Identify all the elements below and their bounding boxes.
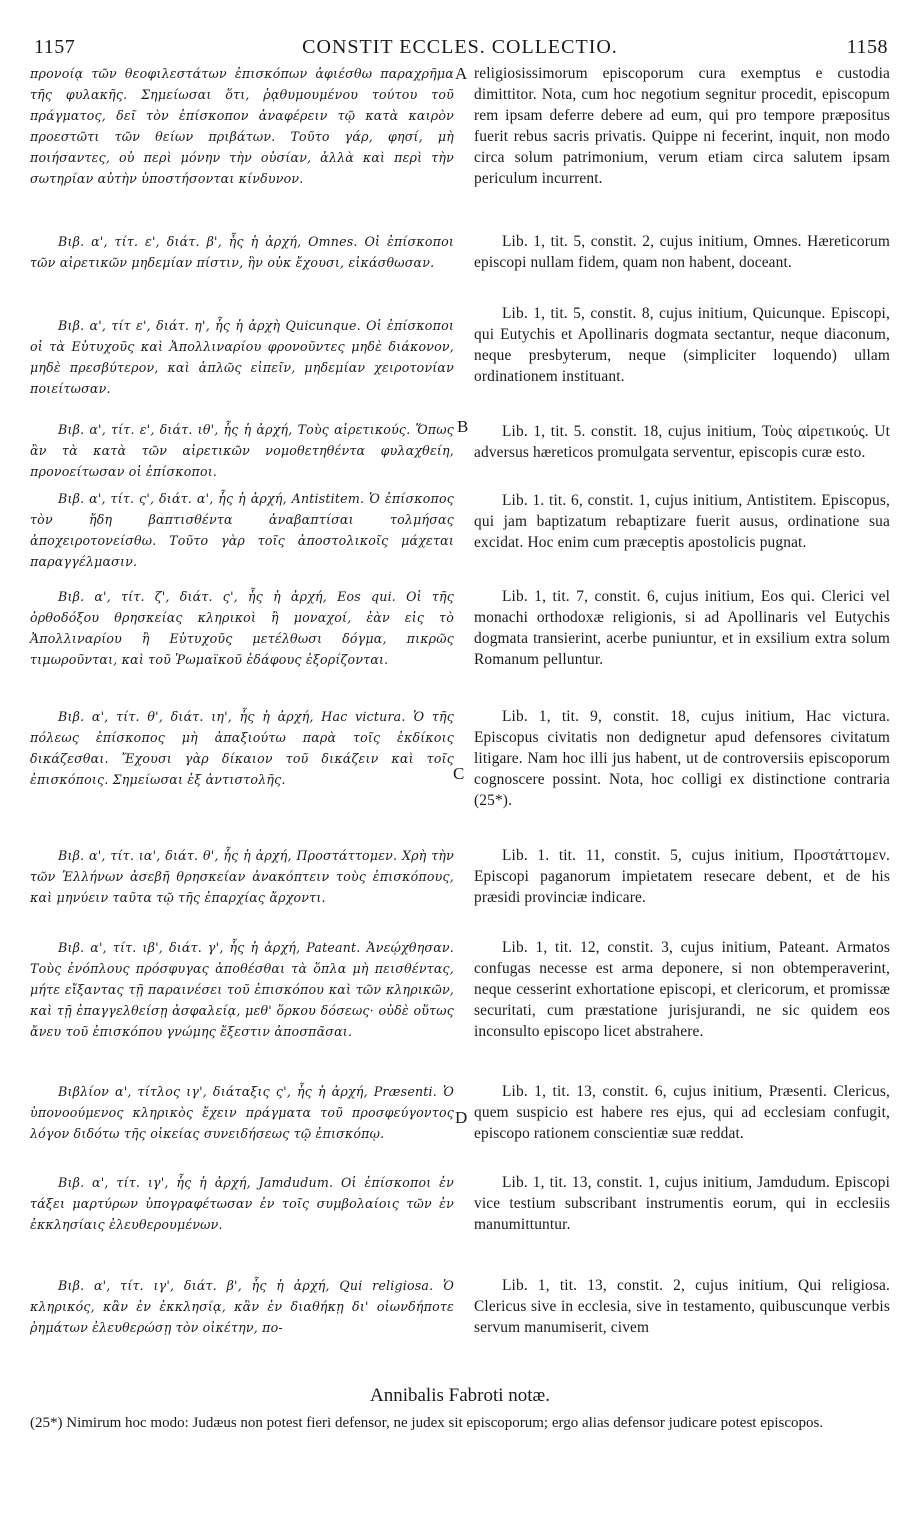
latin-paragraph: Lib. 1, tit. 13, constit. 2, cujus initium, Qui religiosa. Clericus sive in ecclesia, sive in testamento, quibuscunque verbis servum manumiserit, civem <box>474 1277 890 1336</box>
section-marker-d: D <box>455 1108 468 1127</box>
latin-paragraph: religiosissimorum episcoporum cura exemptus e custodia dimittitor. Nota, cum hoc negotium segnitur procedit, episcopum rem ipsam deferre debere ad eum, qui pro tempore præpositus fuerit rebus sacris privatis. Quippe ni fecerint, inquit, non modo circa solum patrimonium, verum etiam circa salutem ipsam periculum incurrent. <box>474 65 890 187</box>
latin-paragraph: Lib. 1, tit. 5. constit. 18, cujus initium, Τοὺς αἱρετικούς. Ut adversus hæreticos promulgata serventur, episcopis curæ esto. <box>474 423 890 461</box>
footnote: (25*) Nimirum hoc modo: Judæus non potest fieri defensor, ne judex sit episcoporum; ergo alias defensor judicare potest episcopos. <box>30 1415 824 1431</box>
greek-paragraph: Βιβ. α', τίτ. ια', διάτ. θ', ἧς ἡ ἀρχή, Προστάττομεν. Χρὴ τὴν τῶν Ἑλλήνων ἀσεβῆ θρησκείαν ἀνακόπτειν τοὺς ἐπισκόπους, καὶ μηνύειν ταῦτα τῷ τῆς ἐπαρχίας ἄρχοντι. <box>30 848 454 905</box>
section-marker-c: C <box>453 764 465 783</box>
latin-paragraph: Lib. 1, tit. 12, constit. 3, cujus initium, Pateant. Armatos confugas necesse est arma deponere, si non obtemperaverint, neque cesserint exhortatione episcopi, et clericorum, et promissæ securitati, cum præstatione jurisjurandi, ne sic quidem eos inconsulto episcopo licet abstrahere. <box>474 939 890 1040</box>
greek-paragraph: Βιβ. α', τίτ. ζ', διάτ. ς', ἧς ἡ ἀρχή, Eos qui. Οἱ τῆς ὀρθοδόξου θρησκείας κληρικοὶ ἢ μοναχοί, ἐὰν εἰς τὸ Ἀπολλιναρίου ἢ Εὐτυχοῦς μετέλθωσι δόγμα, πικρῶς τιμωροῦνται, καὶ τοῦ Ῥωμαϊκοῦ ἐδάφους ἐξορίζονται. <box>30 589 454 667</box>
latin-paragraph: Lib. 1. tit. 11, constit. 5, cujus initium, Προστάττομεν. Episcopi paganorum impietatem resecare debent, et de his præsidi provinciæ indicare. <box>474 847 890 906</box>
running-title: CONSTIT ECCLES. COLLECTIO. <box>302 36 618 58</box>
greek-paragraph: Βιβλίον α', τίτλος ιγ', διάταξις ς', ἧς ἡ ἀρχή, Præsenti. Ὁ ὑπονοούμενος κληρικὸς ἔχειν πράγματα τοῦ προσφεύγοντος λόγον διδότω τῆς οἰκείας συνειδήσεως τῷ ἐπισκόπῳ. <box>30 1084 454 1141</box>
greek-paragraph: Βιβ. α', τίτ. ιγ', διάτ. β', ἧς ἡ ἀρχή, Qui religiosa. Ὁ κληρικός, κἂν ἐν ἐκκλησίᾳ, κἂν ἐν διαθήκῃ δι' οἱωνδήποτε ῥημάτων ἐλευθερώσῃ τὸν οἰκέτην, πο- <box>30 1278 454 1335</box>
latin-paragraph: Lib. 1, tit. 13, constit. 1, cujus initium, Jamdudum. Episcopi vice testium subscribant instrumentis eorum, qui in ecclesiis manumittuntur. <box>474 1174 890 1233</box>
left-page-number: 1157 <box>34 36 76 58</box>
greek-paragraph: προνοίᾳ τῶν θεοφιλεστάτων ἐπισκόπων ἀφιέσθω παραχρῆμα τῆς φυλακῆς. Σημείωσαι ὅτι, ῥᾳθυμουμένου τούτου τοῦ πράγματος, δεῖ τὸν ἐπίσκοπον ἀναφέρειν τῷ κατὰ καιρὸν προεστῶτι τῶν θείων πριβάτων. Τοῦτο γάρ, φησί, μὴ ποιήσαντες, οὐ περὶ μόνην τὴν οὐσίαν, ἀλλὰ καὶ περὶ τὴν σωτηρίαν αὐτὴν ὑποστήσονται κίνδυνον. <box>30 66 454 186</box>
section-marker-b: B <box>457 417 469 436</box>
greek-paragraph: Βιβ. α', τίτ. ς', διάτ. α', ἧς ἡ ἀρχή, Antistitem. Ὁ ἐπίσκοπος τὸν ἤδη βαπτισθέντα ἀναβαπτίσαι τολμήσας ἀποχειροτονείσθω. Τοῦτο γὰρ τοῖς ἀποστολικοῖς μάχεται παραγγέλμασιν. <box>30 491 454 569</box>
greek-paragraph: Βιβ. α', τίτ. ιγ', ἧς ἡ ἀρχή, Jamdudum. Οἱ ἐπίσκοποι ἐν τάξει μαρτύρων ὑπογραφέτωσαν ἐν τοῖς συμβολαίοις τῶν ἐν ἐκκλησίαις ἐλευθερουμένων. <box>30 1175 454 1232</box>
greek-paragraph: Βιβ. α', τίτ. ιβ', διάτ. γ', ἧς ἡ ἀρχή, Pateant. Ἀνεῴχθησαν. Τοὺς ἐνόπλους πρόσφυγας ἀποθέσθαι τὰ ὅπλα μὴ πεισθέντας, μήτε εἴξαντας τῇ παραινέσει τοῦ ἐπισκόπου καὶ τῶν κληρικῶν, καὶ τῇ ἐπαγγελθείσῃ ἀσφαλείᾳ, μεθ' ὅρκου δόσεως· οὐδὲ οὕτως ἄνευ τοῦ ἐπισκόπου γνώμης ἔξεστιν ἀποσπᾶσαι. <box>30 940 454 1039</box>
latin-paragraph: Lib. 1, tit. 7, constit. 6, cujus initium, Eos qui. Clerici vel monachi orthodoxæ religionis, si ad Apollinaris vel Eutychis dogmata transierint, acerbe puniuntur, et in exsilium extra solum Romanum pelluntur. <box>474 588 890 668</box>
section-marker-a: A <box>455 64 468 83</box>
greek-paragraph: Βιβ. α', τίτ. θ', διάτ. ιη', ἧς ἡ ἀρχή, Hac victura. Ὁ τῆς πόλεως ἐπίσκοπος μὴ ἀπαξιούτω παρὰ τοῖς ἐκδίκοις δικάζεσθαι. Ἔχουσι γὰρ δίκαιον τοῦ δικάζειν καὶ τοῖς ἐπισκόποις. Σημείωσαι ἐξ ἀντιστολῆς. <box>30 709 454 787</box>
latin-paragraph: Lib. 1, tit. 13, constit. 6, cujus initium, Præsenti. Clericus, quem suspicio est habere res ejus, qui ad ecclesiam confugit, episcopo rationem conscientiæ suæ reddat. <box>474 1083 890 1142</box>
right-page-number: 1158 <box>846 36 888 58</box>
latin-paragraph: Lib. 1, tit. 9, constit. 18, cujus initium, Hac victura. Episcopus civitatis non dedignetur apud defensores civitatum litigare. Nam hoc illi jus habent, ut de controversiis episcoporum cognoscere possint. Nota, hoc colligi ex distinctione contraria (25*). <box>474 708 890 809</box>
latin-paragraph: Lib. 1, tit. 5, constit. 2, cujus initium, Omnes. Hæreticorum episcopi nullam fidem, quam non habent, doceant. <box>474 233 890 271</box>
latin-paragraph: Lib. 1, tit. 5, constit. 8, cujus initium, Quicunque. Episcopi, qui Eutychis et Apollinaris dogmata sectantur, neque diaconum, neque presbyterum, neque (simpliciter loquendo) ullam ordinationem instituant. <box>474 305 890 385</box>
greek-paragraph: Βιβ. α', τίτ ε', διάτ. η', ἧς ἡ ἀρχὴ Quicunque. Οἱ ἐπίσκοποι οἱ τὰ Εὐτυχοῦς καὶ Ἀπολλιναρίου φρονοῦντες μηδὲ διάκονον, μηδὲ πρεσβύτερον, καὶ ἁπλῶς εἰπεῖν, μηδεμίαν χειροτονίαν ποιείτωσαν. <box>30 318 454 396</box>
greek-paragraph: Βιβ. α', τίτ. ε', διάτ. ιθ', ἧς ἡ ἀρχή, Τοὺς αἱρετικούς. Ὅπως ἂν τὰ κατὰ τῶν αἱρετικῶν νομοθετηθέντα φυλαχθείη, προνοείτωσαν οἱ ἐπίσκοποι. <box>30 422 454 479</box>
notes-heading: Annibalis Fabroti notæ. <box>370 1385 550 1406</box>
latin-paragraph: Lib. 1. tit. 6, constit. 1, cujus initium, Antistitem. Episcopus, qui jam baptizatum rebaptizare fuerit ausus, ordinatione sua excidat. Hoc enim cum præceptis apostolicis pugnat. <box>474 492 890 551</box>
greek-paragraph: Βιβ. α', τίτ. ε', διάτ. β', ἧς ἡ ἀρχή, Omnes. Οἱ ἐπίσκοποι τῶν αἱρετικῶν μηδεμίαν πίστιν, ἣν οὐκ ἔχουσι, εἰκάσθωσαν. <box>30 234 454 270</box>
